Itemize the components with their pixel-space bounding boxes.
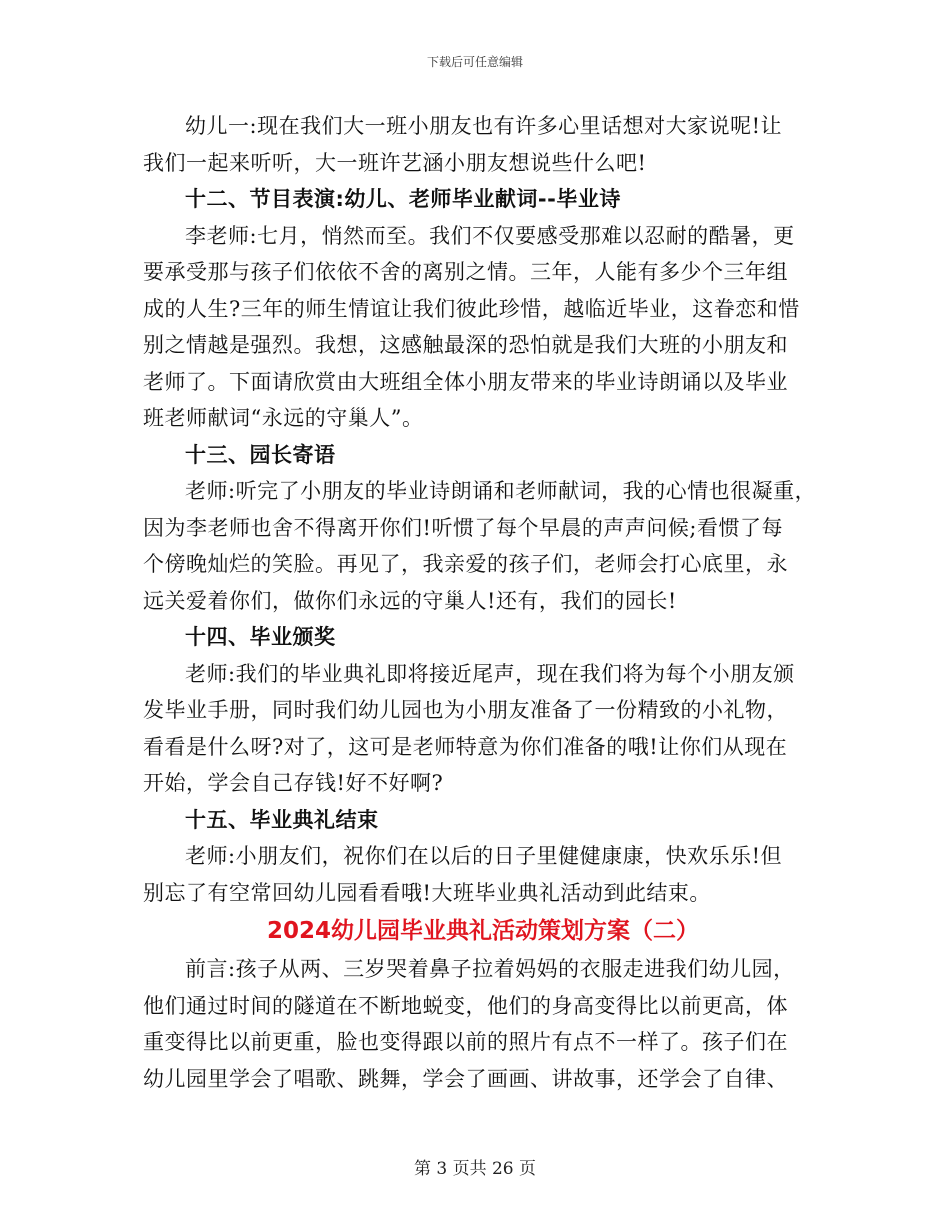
text-line: 李老师:七月，悄然而至。我们不仅要感受那难以忍耐的酷暑，更 <box>185 223 795 248</box>
text-line: 班老师献词“永远的守巢人”。 <box>143 406 424 430</box>
text-line: 个傍晚灿烂的笑脸。再见了，我亲爱的孩子们，老师会打心底里，永 <box>143 552 788 576</box>
text-line: 老师:我们的毕业典礼即将接近尾声，现在我们将为每个小朋友颁 <box>185 661 795 686</box>
paragraph <box>143 108 823 181</box>
text-line: 别忘了有空常回幼儿园看看哦!大班毕业典礼活动到此结束。 <box>143 880 711 905</box>
text-line: 幼儿园里学会了唱歌、跳舞，学会了画画、讲故事，还学会了自律、 <box>143 1066 788 1091</box>
section-heading: 十二、节目表演:幼儿、老师毕业献词--毕业诗 <box>185 187 621 211</box>
text-line: 前言:孩子从两、三岁哭着鼻子拉着妈妈的衣服走进我们幼儿园， <box>185 957 795 981</box>
paragraph <box>143 838 823 911</box>
text-line: 因为李老师也舍不得离开你们!听惯了每个早晨的声声问候;看惯了每 <box>143 515 784 540</box>
text-line: 他们通过时间的隧道在不断地蜕变，他们的身高变得比以前更高，体 <box>143 993 788 1018</box>
text-line: 别之情越是强烈。我想，这感触最深的恐怕就是我们大班的小朋友和 <box>143 333 788 357</box>
text-line: 成的人生?三年的师生情谊让我们彼此珍惜，越临近毕业，这眷恋和惜 <box>143 296 800 321</box>
paragraph <box>143 473 823 619</box>
paragraph <box>143 656 823 802</box>
text-line: 老师:听完了小朋友的毕业诗朗诵和老师献词，我的心情也很凝重， <box>185 479 817 503</box>
section-heading: 十四、毕业颁奖 <box>185 625 336 649</box>
text-line: 重变得比以前更重，脸也变得跟以前的照片有点不一样了。孩子们在 <box>143 1030 788 1054</box>
page-footer: 第 3 页共 26 页 <box>413 1159 537 1179</box>
section-heading: 十三、园长寄语 <box>185 442 336 467</box>
text-line: 看看是什么呀?对了，这可是老师特意为你们准备的哦!让你们从现在 <box>143 734 788 759</box>
text-line: 老师:小朋友们，祝你们在以后的日子里健健康康，快欢乐乐!但 <box>185 844 783 868</box>
paragraph <box>143 218 823 437</box>
paragraph <box>143 951 823 1097</box>
text-line: 幼儿一:现在我们大一班小朋友也有许多心里话想对大家说呢!让 <box>185 114 783 138</box>
page-header: 下载后可任意编辑 <box>426 55 523 69</box>
section-heading: 十五、毕业典礼结束 <box>185 807 379 832</box>
text-line: 远关爱着你们，做你们永远的守巢人!还有，我们的园长! <box>143 588 677 613</box>
text-line: 我们一起来听听，大一班许艺涵小朋友想说些什么吧! <box>143 150 647 175</box>
text-line: 老师了。下面请欣赏由大班组全体小朋友带来的毕业诗朗诵以及毕业 <box>143 369 788 394</box>
text-line: 开始，学会自己存钱!好不好啊? <box>143 771 444 795</box>
section-title: 2024幼儿园毕业典礼活动策划方案（二） <box>266 918 699 944</box>
text-line: 要承受那与孩子们依依不舍的离别之情。三年，人能有多少个三年组 <box>143 260 788 284</box>
text-line: 发毕业手册，同时我们幼儿园也为小朋友准备了一份精致的小礼物， <box>143 698 788 722</box>
document-body <box>143 108 823 1097</box>
